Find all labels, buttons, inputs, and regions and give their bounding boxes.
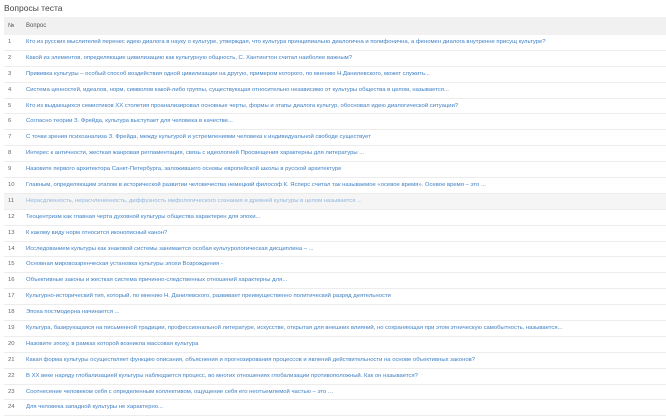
row-number: 4 xyxy=(8,86,12,93)
question-link[interactable]: Культурно-исторический тип, который, по мнению Н. Данилевского, развивает преимущественно политический разряд деятельности xyxy=(26,293,391,300)
question-link[interactable]: Назовите первого архитектора Санкт-Петербурга, заложившего основы европейской школы в русской архитектуре xyxy=(26,166,342,173)
table-row[interactable] xyxy=(4,305,666,321)
row-number: 16 xyxy=(8,277,15,284)
table-row[interactable] xyxy=(4,369,666,385)
table-row[interactable] xyxy=(4,67,666,83)
question-link[interactable]: Какой из элементов, определяющие цивилизацию как культурную общность, С. Хантингтон считал наиболее важным? xyxy=(26,54,353,61)
row-number: 15 xyxy=(8,261,15,268)
table-row[interactable] xyxy=(4,321,666,337)
question-link[interactable]: К какому виду норм относится иконописный канон? xyxy=(26,229,168,236)
question-link[interactable]: Кто из выдающихся семиотиков ХХ столетия проанализировал основные черты, формы и этапы диалога культур, обосновал идею диалогической ситуации? xyxy=(26,102,459,109)
row-number: 9 xyxy=(8,166,12,173)
row-number: 1 xyxy=(8,39,12,45)
row-number: 3 xyxy=(8,70,12,77)
table-row[interactable] xyxy=(4,257,666,273)
table-row[interactable] xyxy=(4,400,666,416)
questions-table xyxy=(4,17,666,416)
row-number: 2 xyxy=(8,54,12,61)
table-row[interactable] xyxy=(4,194,666,210)
table-row[interactable] xyxy=(4,83,666,99)
row-number: 21 xyxy=(8,356,15,363)
table-row[interactable] xyxy=(4,162,666,178)
question-link[interactable]: Теоцентризм как главная черта духовной культуры общества характерен для эпохи... xyxy=(26,213,261,220)
question-link[interactable]: Система ценностей, идеалов, норм, символов какой-либо группы, существующая относительно независимо от культуры общества в целом, называется... xyxy=(26,86,449,93)
row-number: 11 xyxy=(8,197,15,204)
table-row[interactable] xyxy=(4,35,666,51)
row-number: 19 xyxy=(8,325,15,332)
table-row[interactable] xyxy=(4,337,666,353)
table-row[interactable] xyxy=(4,273,666,289)
table-row[interactable] xyxy=(4,146,666,162)
table-row[interactable] xyxy=(4,114,666,130)
question-link[interactable]: Какая форма культуры осуществляет функцию описания, объяснения и прогнозирования процессов и явлений действительности на основе объективных законов? xyxy=(26,356,476,363)
row-number: 24 xyxy=(8,404,15,411)
row-number: 7 xyxy=(8,134,12,141)
question-link[interactable]: Назовите эпоху, в рамках которой возникла массовая культура xyxy=(26,340,199,347)
page-title: Вопросы теста xyxy=(4,3,63,13)
row-number: 10 xyxy=(8,182,15,189)
row-number: 14 xyxy=(8,245,15,252)
table-row[interactable] xyxy=(4,353,666,369)
row-number: 5 xyxy=(8,102,12,109)
table-header xyxy=(4,17,666,35)
table-row[interactable] xyxy=(4,210,666,226)
question-link[interactable]: Эпоха постмодерна начинается ... xyxy=(26,309,120,316)
row-number: 12 xyxy=(8,213,15,220)
table-row[interactable] xyxy=(4,130,666,146)
row-number: 8 xyxy=(8,150,12,157)
table-row[interactable] xyxy=(4,226,666,242)
question-link[interactable]: Основная мировоззренческая установка культуры эпохи Возрождения - xyxy=(26,261,223,268)
table-row[interactable] xyxy=(4,242,666,258)
question-link[interactable]: Объективные законы и жесткая система причинно-следственных отношений характерны для... xyxy=(26,277,288,284)
row-number: 22 xyxy=(8,372,15,379)
question-link[interactable]: Главным, определяющим этапом в исторической развитии человечества немецкий философ К. Ясперс считал так называемое «осевое время». Осевое время – это ... xyxy=(26,182,486,189)
question-link[interactable]: Прививка культуры – особый способ воздействия одной цивилизации на другую, примером которого, по мнению Н.Данилевского, может служить... xyxy=(26,70,430,77)
table-row[interactable] xyxy=(4,289,666,305)
table-row[interactable] xyxy=(4,51,666,67)
table-row[interactable] xyxy=(4,178,666,194)
row-number: 6 xyxy=(8,118,12,125)
question-link[interactable]: Для человека западной культуры не характерно... xyxy=(26,404,163,411)
column-header-number: № xyxy=(8,23,15,29)
question-link[interactable]: Нерасдленность, нерасчлененность, диффузность мифологического сознания и древней культуры в целом называется ... xyxy=(26,197,362,204)
question-link[interactable]: Соотнесение человеком себя с определенным коллективом, ощущение себя его неотъемлемой частью – это ... xyxy=(26,388,333,395)
row-number: 20 xyxy=(8,340,15,347)
table-row[interactable] xyxy=(4,99,666,115)
table-row[interactable] xyxy=(4,385,666,401)
question-link[interactable]: Согласно теории З. Фрейда, культура выступает для человека в качестве... xyxy=(26,118,233,125)
question-link[interactable]: С точки зрения психоанализа З. Фрейда, между культурой и устремлениями человека к индивидуальной свободе существует xyxy=(26,134,371,141)
question-link[interactable]: Интерес к античности, жесткая жанровая регламентация, связь с идеологией Просвещения характерны для литературы ... xyxy=(26,150,365,157)
table-body xyxy=(4,35,666,416)
question-link[interactable]: Кто из русских мыслителей перенес идею диалога в науку о культуре, утверждая, что культура принципиально диалогична и полифонична, а феномен диалога внутренне присущ культуре? xyxy=(26,39,546,45)
column-header-question: Вопрос xyxy=(26,23,47,29)
row-number: 23 xyxy=(8,388,15,395)
question-link[interactable]: Исследованием культуры как знаковой системы занимается особая культурологическая дисциплина – ... xyxy=(26,245,314,252)
row-number: 17 xyxy=(8,293,15,300)
row-number: 18 xyxy=(8,309,15,316)
question-link[interactable]: В ХХ веке наряду глобализацией культуры наблюдается процесс, во многих отношениях глобализации противоположный. Как он называется? xyxy=(26,372,418,379)
question-link[interactable]: Культура, базирующаяся на письменной традиции, профессиональной литературе, искусстве, открытая для внешних влияний, но сохраняющая при этом этническую самобытность, называется... xyxy=(26,325,563,332)
row-number: 13 xyxy=(8,229,15,236)
